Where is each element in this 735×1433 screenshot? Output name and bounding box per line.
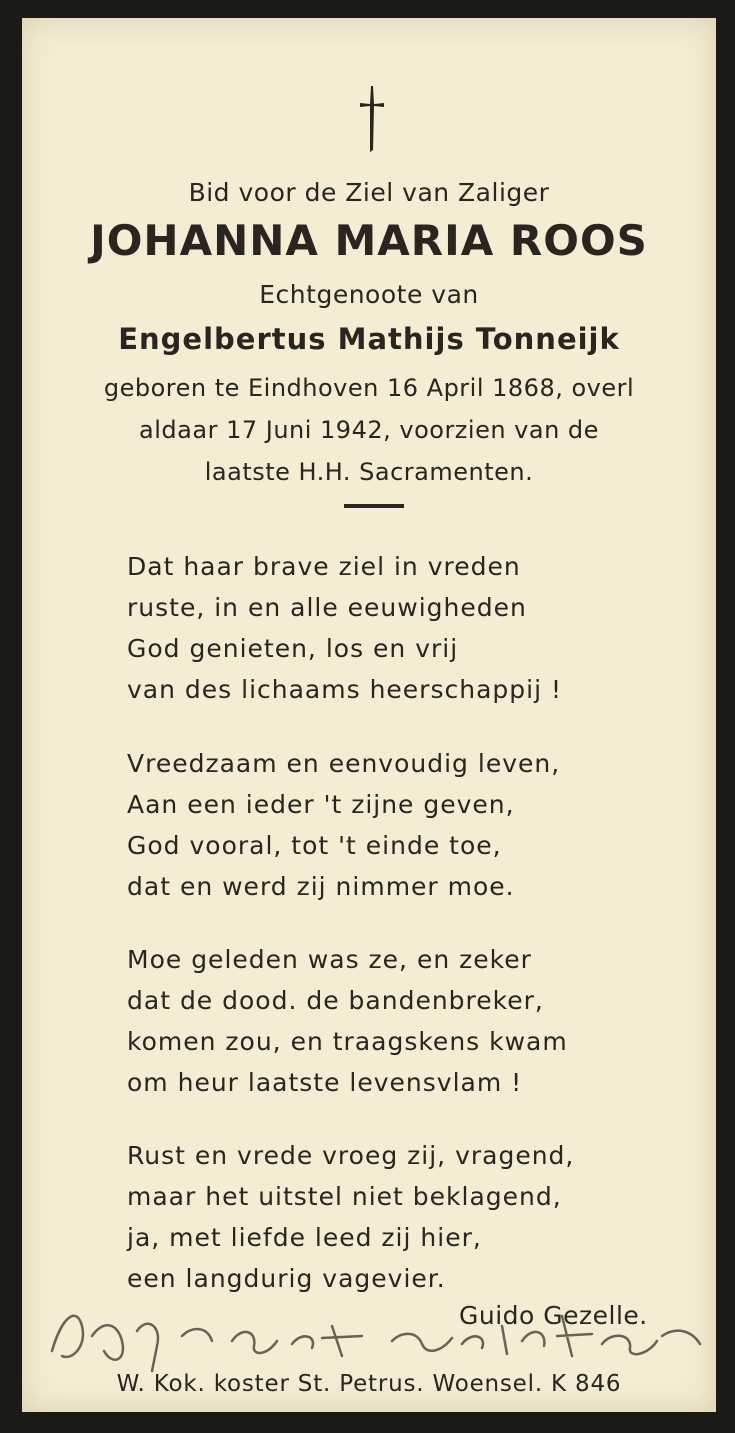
poem-line: om heur laatste levensvlam ! xyxy=(127,1068,523,1097)
poem-author: Guido Gezelle. xyxy=(459,1301,648,1330)
poem-line: Vreedzaam en eenvoudig leven, xyxy=(127,749,561,778)
bio-line: aldaar 17 Juni 1942, voorzien van de xyxy=(139,416,599,444)
bio-line: laatste H.H. Sacramenten. xyxy=(204,458,534,486)
intro-text: Bid voor de Ziel van Zaliger xyxy=(188,178,550,207)
poem-line: Dat haar brave ziel in vreden xyxy=(127,552,521,581)
deceased-name: JOHANNA MARIA ROOS xyxy=(90,216,648,265)
poem-line: God genieten, los en vrij xyxy=(127,634,459,663)
poem-line: een langdurig vagevier. xyxy=(127,1264,446,1293)
poem-line: dat de dood. de bandenbreker, xyxy=(127,986,544,1015)
poem-line: ruste, in en alle eeuwigheden xyxy=(127,593,527,622)
poem-line: van des lichaams heerschappij ! xyxy=(127,675,562,704)
poem-line: maar het uitstel niet beklagend, xyxy=(127,1182,562,1211)
spouse-name: Engelbertus Mathijs Tonneijk xyxy=(118,322,620,356)
memorial-card xyxy=(22,18,716,1412)
bio-line: geboren te Eindhoven 16 April 1868, overl xyxy=(103,374,635,402)
poem-line: Moe geleden was ze, en zeker xyxy=(127,945,532,974)
poem-line: Aan een ieder 't zijne geven, xyxy=(127,790,515,819)
poem-line: God vooral, tot 't einde toe, xyxy=(127,831,502,860)
handwritten-inscription xyxy=(32,1296,712,1376)
poem-line: Rust en vrede vroeg zij, vragend, xyxy=(127,1141,575,1170)
poem-line: dat en werd zij nimmer moe. xyxy=(127,872,515,901)
poem-line: komen zou, en traagskens kwam xyxy=(127,1027,568,1056)
divider xyxy=(344,504,404,508)
spouse-label: Echtgenoote van xyxy=(259,280,479,309)
printer-credit: W. Kok. koster St. Petrus. Woensel. K 846 xyxy=(116,1371,622,1397)
cross-icon xyxy=(360,84,384,154)
poem-line: ja, met liefde leed zij hier, xyxy=(127,1223,482,1252)
